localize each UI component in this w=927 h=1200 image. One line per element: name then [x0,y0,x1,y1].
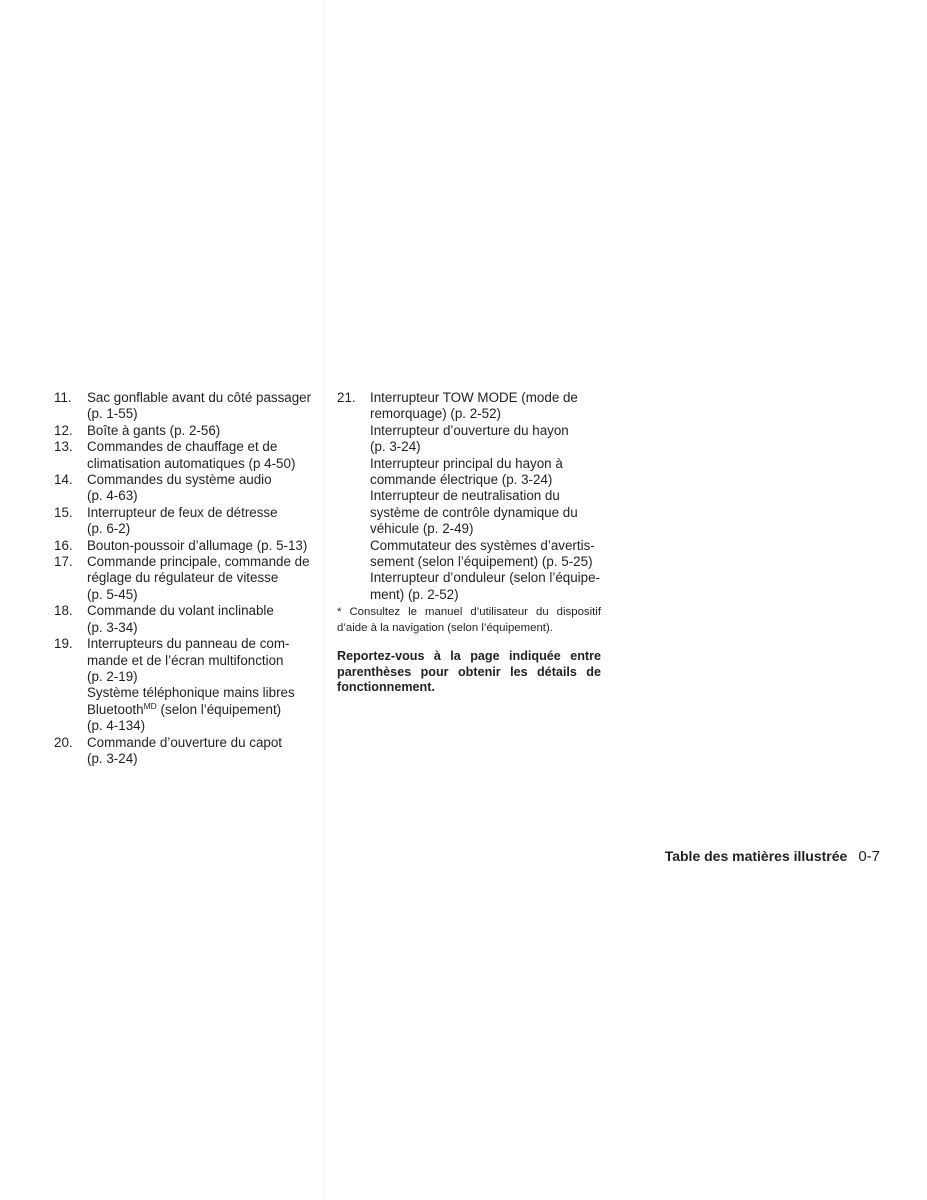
list-item [337,390,601,603]
item-line: climatisation automatiques (p 4-50) [87,455,296,471]
item-line: véhicule (p. 2-49) [370,521,474,537]
item-number: 11. [54,390,72,405]
trademark-superscript: MD [143,700,157,711]
reference-note-line: fonctionnement. [337,680,435,695]
item-line: (p. 3-24) [370,439,421,455]
reference-note [337,649,601,696]
item-line: Commutateur des systèmes d’avertis- [370,537,595,553]
list-item [54,472,316,505]
item-line: Commande du volant inclinable [87,603,274,619]
item-number: 16. [54,537,73,553]
item-line: Interrupteur de feux de détresse [87,504,278,520]
list-item [54,423,316,439]
item-line: (p. 4-134) [87,718,146,734]
page-footer [665,848,880,865]
section-title: Table des matières illustrée [664,848,848,864]
item-number: 19. [54,636,73,652]
list-item [54,554,316,603]
item-line: Commandes du système audio [87,472,272,488]
item-text [87,554,316,603]
item-line: Interrupteur d’onduleur (selon l’équipe- [370,570,601,586]
footnote [337,604,601,636]
list-item [54,603,316,636]
item-line: Commande d’ouverture du capot [87,734,283,750]
item-number: 20. [54,734,73,750]
list-item [54,439,316,472]
item-line: Interrupteur principal du hayon à [370,455,563,471]
item-line: Interrupteur de neutralisation du [370,488,560,504]
footnote-text: * Consultez le manuel d’utilisateur du dispositif d’aide à la navigation (selon l’équipement). [337,606,601,635]
right-column [337,390,601,696]
item-line: (p. 2-19) [87,668,138,684]
left-column [54,390,316,767]
bluetooth-word: Bluetooth [87,701,144,717]
list-item [54,636,316,734]
reference-note-line: parenthèses pour obtenir les détails de [337,664,601,679]
list-item [54,505,316,538]
item-line: Sac gonflable avant du côté passager [87,390,312,405]
item-text [87,423,316,439]
item-number: 21. [337,390,356,405]
list-item [54,390,316,423]
item-line: mande et de l’écran multifonction [87,652,284,668]
page-fold [323,0,324,1200]
item-line: Bouton-poussoir d’allumage (p. 5-13) [87,537,308,553]
item-number: 18. [54,603,73,619]
item-line: Interrupteurs du panneau de com- [87,636,290,652]
item-line: (p. 5-45) [87,586,138,602]
item-line: réglage du régulateur de vitesse [87,570,279,586]
item-text [370,390,601,603]
item-line: Commandes de chauffage et de [87,439,278,455]
item-number: 17. [54,554,73,570]
item-line: commande électrique (p. 3-24) [370,472,553,488]
item-line: (p. 3-34) [87,619,138,635]
item-line: Système téléphonique mains libres [87,685,295,701]
item-text [87,472,316,505]
item-text [87,538,316,554]
item-line [87,702,316,718]
item-line: Commande principale, commande de [87,554,310,570]
reference-note-line: Reportez-vous à la page indiquée entre [337,649,601,664]
item-line: ment) (p. 2-52) [370,586,459,602]
item-text [87,603,316,636]
item-text [87,505,316,538]
item-number: 14. [54,472,73,488]
item-line: (p. 6-2) [87,521,131,537]
item-number: 12. [54,422,73,438]
item-line: (p. 3-24) [87,750,138,766]
list-item [54,735,316,768]
item-line: Interrupteur d’ouverture du hayon [370,422,569,438]
list-item [54,538,316,554]
item-line: remorquage) (p. 2-52) [370,406,501,422]
item-line: sement (selon l’équipement) (p. 5-25) [370,554,593,570]
item-text [87,636,316,734]
item-line: (p. 1-55) [87,406,138,422]
item-text [87,390,316,423]
item-line: Interrupteur TOW MODE (mode de [370,390,578,405]
item-text [87,735,316,768]
equipment-note: (selon l’équipement) [156,701,282,717]
item-line: (p. 4-63) [87,488,138,504]
item-number: 15. [54,504,73,520]
item-line: Boîte à gants (p. 2-56) [87,422,221,438]
item-text [87,439,316,472]
item-number: 13. [54,439,73,455]
page-number: 0-7 [858,848,880,865]
item-line: système de contrôle dynamique du [370,504,578,520]
